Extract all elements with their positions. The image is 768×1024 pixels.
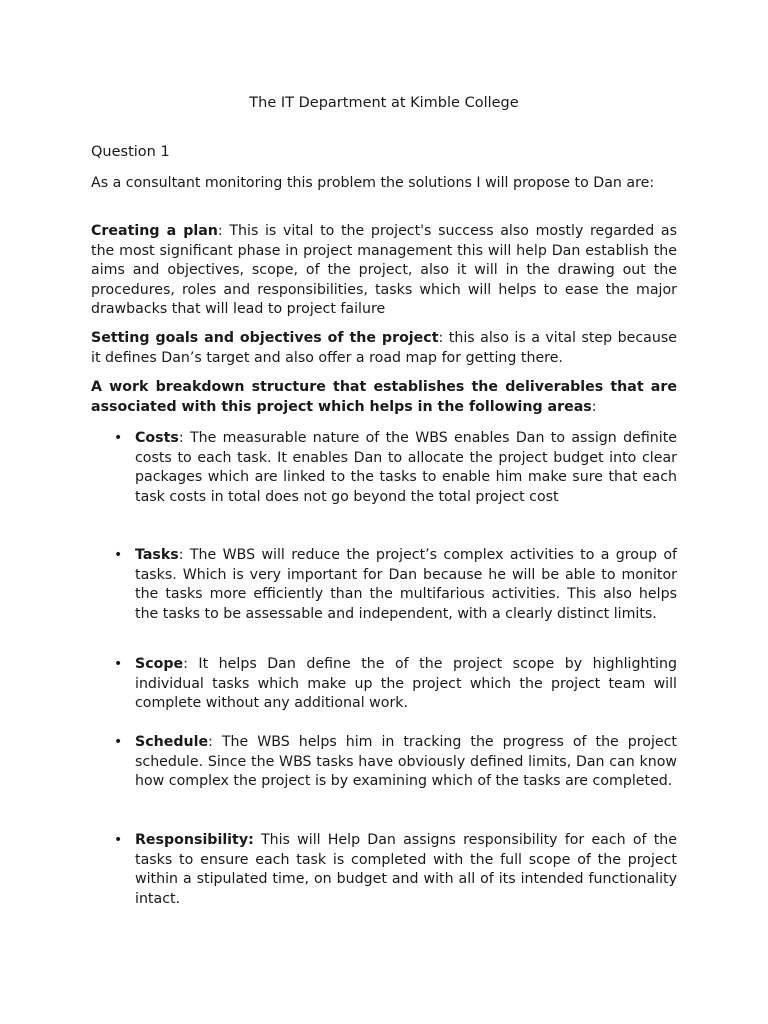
- bullet-scope: [135, 655, 677, 714]
- bullet-label: Tasks: [135, 547, 179, 563]
- goals-text: : this also is a vital step because it defines Dan’s target and also offer a road map for getting there.: [91, 330, 677, 366]
- document-title: The IT Department at Kimble College: [249, 95, 519, 111]
- bullet-text: : It helps Dan define the of the project scope by highlighting individual tasks which make up the project which the project team will complete without any additional work.: [135, 656, 677, 712]
- creating-plan-label: Creating a plan: [91, 223, 218, 239]
- bullet-dot: •: [114, 547, 123, 563]
- bullet-schedule: [135, 733, 677, 792]
- bullet-tasks: [135, 546, 677, 624]
- bullet-label: Schedule: [135, 734, 209, 750]
- bullet-text: : The WBS will reduce the project’s complex activities to a group of tasks. Which is very important for Dan because he will be able to monitor the tasks more efficiently than the multifarious activities. This also helps the tasks to be assessable and independent, with a clearly distinct limits.: [135, 547, 677, 622]
- bullet-dot: •: [114, 734, 123, 750]
- wbs-text: :: [591, 398, 597, 415]
- bullet-text: : The measurable nature of the WBS enables Dan to assign definite costs to each task. It enables Dan to allocate the project budget into clear packages which are linked to the tasks to enable him make sure that each task costs in total does not go beyond the total project cost: [135, 430, 677, 505]
- bullet-text: This will Help Dan assigns responsibility for each of the tasks to ensure each task is completed with the full scope of the project within a stipulated time, on budget and with all of its intended functionality intact.: [135, 832, 677, 907]
- wbs-paragraph: [91, 378, 677, 417]
- intro-paragraph: As a consultant monitoring this problem the solutions I will propose to Dan are:: [91, 175, 655, 191]
- goals-paragraph: [91, 329, 677, 368]
- bullet-text: : The WBS helps him in tracking the progress of the project schedule. Since the WBS tasks have obviously defined limits, Dan can know how complex the project is by examining which of the tasks are completed.: [135, 734, 677, 790]
- wbs-label: A work breakdown structure that establishes the deliverables that are associated with this project which helps in the following areas: [91, 379, 677, 415]
- bullet-dot: •: [114, 832, 123, 848]
- bullet-dot: •: [114, 656, 123, 672]
- creating-plan-text: : This is vital to the project's success also mostly regarded as the most significant phase in project management this will help Dan establish the aims and objectives, scope, of the project, also it will in the drawing out the procedures, roles and responsibilities, tasks which will helps to ease the major drawbacks that will lead to project failure: [91, 223, 677, 318]
- bullet-label: Costs: [135, 430, 179, 446]
- bullet-label: Responsibility:: [135, 832, 254, 848]
- question-heading: Question 1: [91, 144, 170, 160]
- bullet-dot: •: [114, 430, 123, 446]
- bullet-label: Scope: [135, 656, 184, 672]
- bullet-costs: [135, 429, 677, 507]
- goals-label: Setting goals and objectives of the project: [91, 330, 439, 346]
- bullet-responsibility: [135, 831, 677, 909]
- creating-plan-paragraph: [91, 222, 677, 320]
